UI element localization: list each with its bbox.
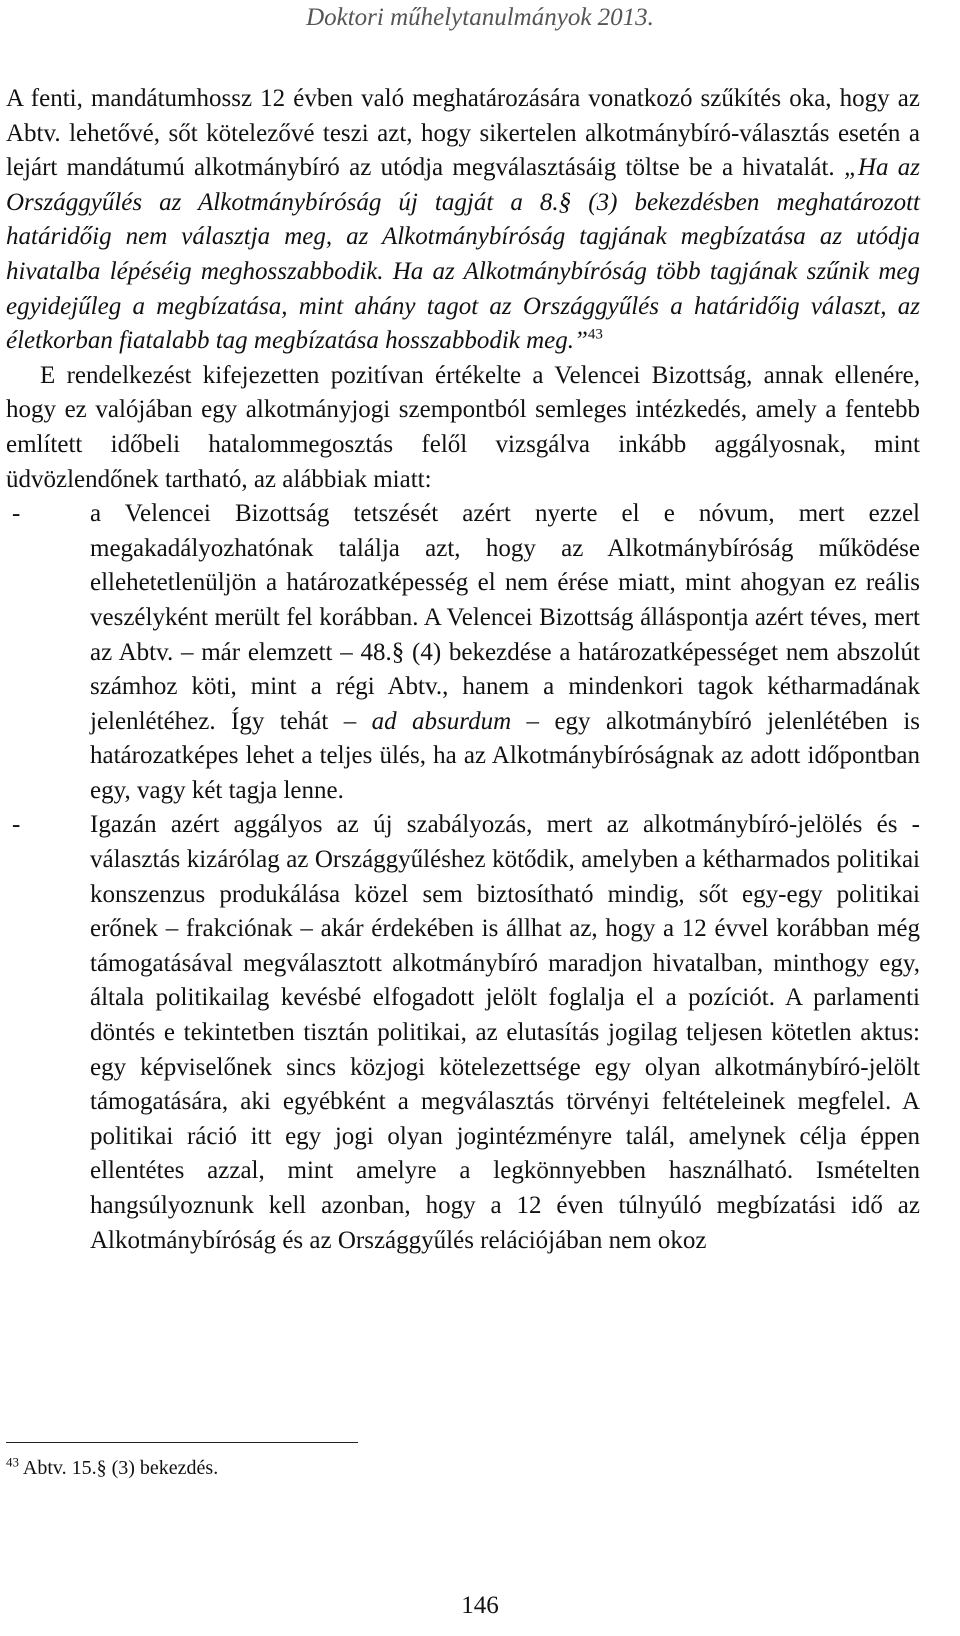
footnote-number: 43 — [6, 1454, 19, 1470]
list-item-text: a Velencei Bizottság tetszését azért nyerte el e nóvum, mert ezzel megakadályozhatónak találja azt, hogy az Alkotmánybíróság működése ellehetetlenüljön a határozatképesség el nem érése miatt, mint ahogyan ez reális veszélyként merült fel korábban. A Velencei Bizottság álláspontja azért téves, mert az Abtv. – már elemzett – 48.§ (4) bekezdése a határozatképességet nem abszolút számhoz köti, mint a régi Abtv., hanem a mindenkori tagok kétharmadának jelenlétéhez. Így tehát – — [90, 500, 920, 735]
list-item-text-continued: – egy alkotmánybíró jelenlétében is határozatképes lehet a teljes ülés, ha az Alkotmánybíróságnak az adott időpontban egy, vagy két tagja lenne. — [90, 707, 920, 804]
page-number: 146 — [461, 1592, 499, 1619]
paragraph-lead: A fenti, mandátumhossz 12 évben való meghatározására vonatkozó szűkítés oka, hogy az Abtv. lehetővé, sőt kötelezővé teszi azt, hogy sikertelen alkotmánybíró-választás esetén a lejárt mandátumú alkotmánybíró az utódja megválasztásáig töltse be a hivatalát. — [6, 85, 920, 182]
list-item-text: Igazán azért aggályos az új szabályozás, mert az alkotmánybíró-jelölés és -választás kizárólag az Országgyűléshez kötődik, amelyben a kétharmados politikai konszenzus produkálása közel sem biztosítható mindig, sőt egy-egy politikai erőnek – frakciónak – akár érdekében is állhat az, hogy a 12 évvel korábban még támogatásával megválasztott alkotmánybíró maradjon hivatalban, minthogy egy, általa politikailag kevésbé elfogadott jelölt foglalja el a pozíciót. A parlamenti döntés e tekintetben tisztán politikai, az elutasítás jogilag teljesen kötetlen aktus: egy képviselőnek sincs közjogi kötelezettsége egy olyan alkotmánybíró-jelölt támogatására, aki egyébként a megválasztás törvényi feltételeinek megfelel. A politikai ráció itt egy jogi olyan jogintézményre talál, amelynek célja éppen ellentétes azzal, mint amelyre a legkönnyebben használható. Ismételten hangsúlyoznunk kell azonban, hogy a 12 éven túlnyúló megbízatási idő az Alkotmánybíróság és az Országgyűlés relációjában nem okoz — [90, 811, 920, 1254]
paragraph-mandate — [6, 82, 920, 359]
statute-quote: „Ha az Országgyűlés az Alkotmánybíróság új tagját a 8.§ (3) bekezdésben meghatározott határidőig nem választja meg, az Alkotmánybíróság tagjának megbízatása az utódja hivatalba lépéséig meghosszabbodik. Ha az Alkotmánybíróság több tagjának szűnik meg egyidejűleg a megbízatása, mint ahány tagot az Országgyűlés a határidőig választ, az életkorban fiatalabb tag megbízatása hosszabbodik meg.” — [6, 154, 920, 355]
list-item — [6, 808, 920, 1258]
list-item — [6, 497, 920, 808]
footnote — [6, 1455, 920, 1481]
latin-phrase: ad absurdum — [371, 707, 512, 735]
footnote-separator — [6, 1442, 358, 1443]
paragraph-venice-commission: E rendelkezést kifejezetten pozitívan értékelte a Velencei Bizottság, annak ellenére, hogy ez valójában egy alkotmányjogi szempontból semleges intézkedés, amely a fentebb említett időbeli hatalommegosztás felől vizsgálva inkább aggályosnak, mint üdvözlendőnek tartható, az alábbiak miatt: — [6, 361, 920, 493]
footnote-text: Abtv. 15.§ (3) bekezdés. — [19, 1457, 219, 1479]
footnote-reference: 43 — [587, 326, 603, 343]
running-header: Doktori műhelytanulmányok 2013. — [306, 4, 654, 31]
dash-marker: - — [12, 811, 21, 839]
dash-marker: - — [12, 500, 21, 528]
page-body — [6, 82, 920, 1258]
argument-list — [6, 497, 920, 1258]
